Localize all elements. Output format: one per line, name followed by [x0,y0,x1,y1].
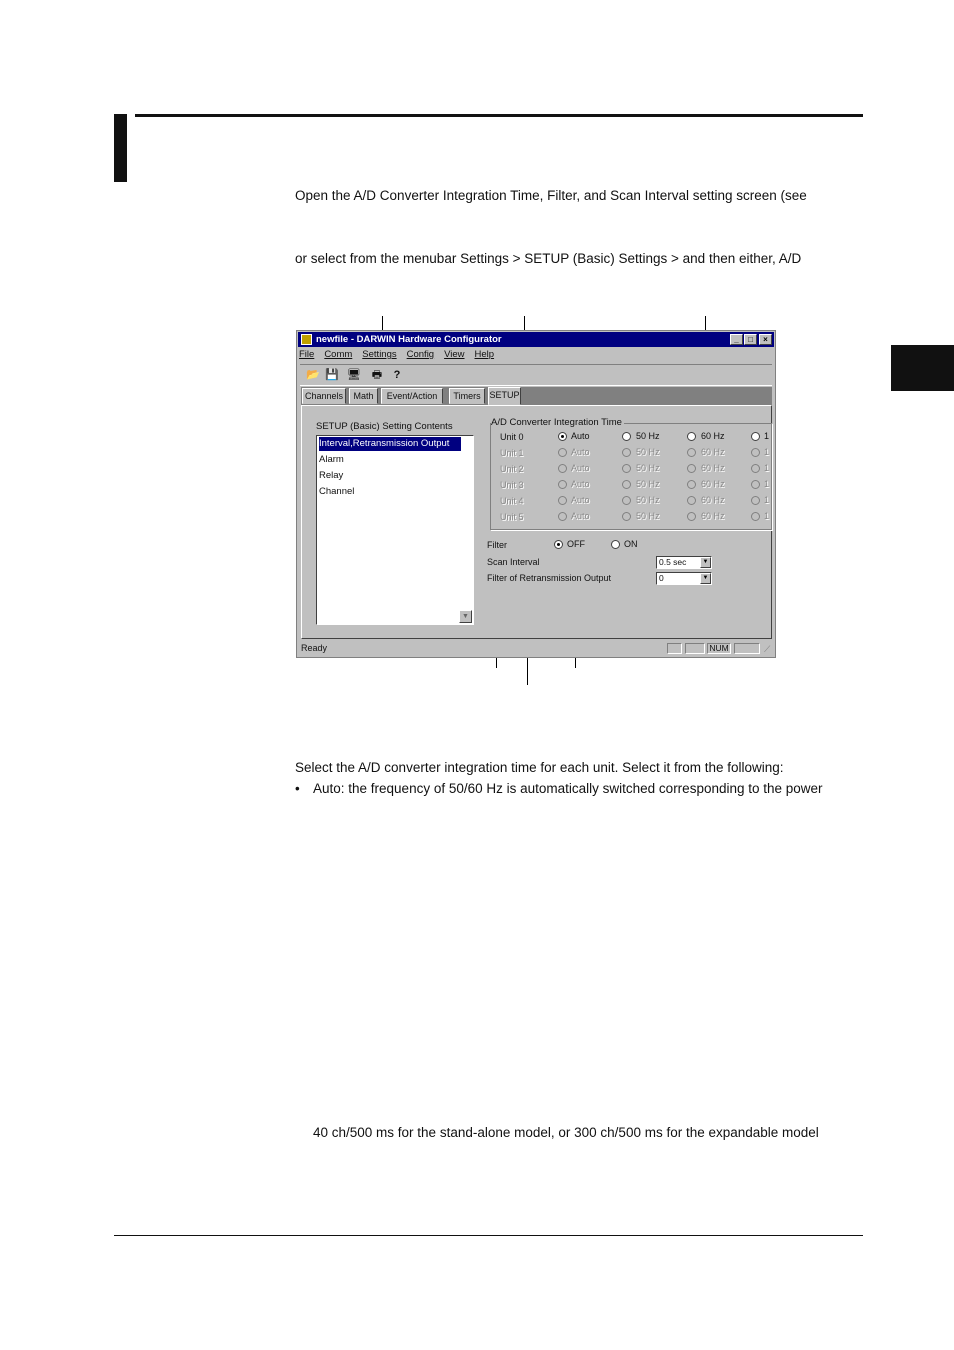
option-label: Auto [571,495,590,505]
filter-on-label: ON [624,539,638,549]
option-label: Auto [571,463,590,473]
unit-label: Unit 3 [500,480,524,490]
tab-event-action[interactable]: Event/Action [381,388,443,404]
menu-comm[interactable]: Comm [324,349,353,360]
list-item[interactable]: Relay [319,470,344,481]
tab-timers[interactable]: Timers [449,388,485,404]
unit-option-radio [622,448,631,457]
paragraph-auto-option: Auto: the frequency of 50/60 Hz is automatically switched corresponding to the power [313,781,823,796]
app-icon [301,334,312,345]
unit-option-radio [751,464,760,473]
scan-interval-value: 0.5 sec [659,557,687,567]
radio-auto[interactable] [558,432,567,441]
unit-option-radio [558,448,567,457]
option-label: 60 Hz [701,479,725,489]
option-label: 60 Hz [701,511,725,521]
retransmission-filter-select[interactable] [656,572,712,585]
radio-other[interactable] [751,432,760,441]
paragraph-open-screen: Open the A/D Converter Integration Time, Filter, and Scan Interval setting screen (see [295,188,807,203]
unit-label: Unit 2 [500,464,524,474]
option-label: 50 Hz [636,447,660,457]
tab-strip [301,387,772,405]
unit-option-radio [751,448,760,457]
option-label: 1 [764,431,770,441]
option-label: 50 Hz [636,511,660,521]
tab-math[interactable]: Math [349,388,378,404]
help-icon[interactable]: ? [393,369,401,381]
unit-option-radio [622,464,631,473]
radio-50hz[interactable] [622,432,631,441]
list-item[interactable]: Alarm [319,454,344,465]
unit-option-radio [751,496,760,505]
menu-file[interactable]: File [299,349,315,360]
footer-rule [114,1235,863,1236]
unit-label: Unit 1 [500,448,524,458]
paragraph-channel-rate: 40 ch/500 ms for the stand-alone model, or 300 ch/500 ms for the expandable model [313,1125,819,1140]
option-label: 1 [764,511,770,521]
tab-channels[interactable]: Channels [302,388,346,404]
minimize-button[interactable]: _ [730,334,743,345]
option-label: 60 Hz [701,447,725,457]
option-label: Auto [571,447,590,457]
maximize-button[interactable]: □ [744,334,757,345]
list-title: SETUP (Basic) Setting Contents [316,421,453,432]
unit-option-radio [687,464,696,473]
menu-bar [299,348,773,362]
section-bar [114,114,127,182]
list-item[interactable]: Interval,Retransmission Output [319,437,461,451]
menu-view[interactable]: View [444,349,465,360]
list-item[interactable]: Channel [319,486,355,497]
bullet-icon: • [295,781,300,796]
status-pane [685,643,705,654]
radio-60hz[interactable] [687,432,696,441]
scan-interval-label: Scan Interval [487,557,540,567]
unit-option-radio [687,512,696,521]
filter-label: Filter [487,540,507,550]
option-label: 50 Hz [636,495,660,505]
setup-contents-list[interactable] [316,435,474,625]
send-icon[interactable]: 🖥 [347,369,361,381]
window-title: newfile - DARWIN Hardware Configurator [316,334,502,345]
retransmission-filter-label: Filter of Retransmission Output [487,573,612,583]
option-label: 1 [764,495,770,505]
status-bar [299,641,773,656]
paragraph-menubar: or select from the menubar Settings > SETUP (Basic) Settings > and then either, A/D [295,251,802,266]
option-label: 60 Hz [701,495,725,505]
scan-interval-select[interactable] [656,556,712,569]
paragraph-select-unit: Select the A/D converter integration time for each unit. Select it from the following: [295,760,784,775]
option-label: 60 Hz [701,431,725,441]
unit-option-radio [687,448,696,457]
status-pane [734,643,760,654]
chevron-down-icon[interactable]: ▼ [700,573,711,584]
close-button[interactable]: × [759,334,772,345]
resize-grip-icon[interactable]: ⟋ [764,644,771,654]
option-label: 50 Hz [636,431,660,441]
toolbar [300,364,772,386]
header-rule [135,114,863,117]
unit-option-radio [558,480,567,489]
title-bar [298,332,774,347]
unit-option-radio [687,496,696,505]
unit-option-radio [751,480,760,489]
option-label: 50 Hz [636,463,660,473]
menu-settings[interactable]: Settings [362,349,397,360]
unit-option-radio [622,480,631,489]
unit-label: Unit 5 [500,512,524,522]
option-label: Auto [571,431,590,441]
unit-label: Unit 4 [500,496,524,506]
status-pane [667,643,682,654]
option-label: 1 [764,479,770,489]
filter-on-radio[interactable] [611,540,620,549]
option-label: Auto [571,479,590,489]
ad-group-title: A/D Converter Integration Time [491,417,622,428]
option-label: 60 Hz [701,463,725,473]
option-label: 1 [764,447,770,457]
option-label: 1 [764,463,770,473]
unit-option-radio [558,512,567,521]
chapter-tab [891,345,954,391]
menu-config[interactable]: Config [406,349,435,360]
num-lock-indicator: NUM [707,643,731,654]
retransmission-filter-value: 0 [659,573,664,583]
unit-option-radio [687,480,696,489]
unit-option-radio [622,512,631,521]
tab-setup[interactable]: SETUP [488,387,521,405]
unit-option-radio [558,496,567,505]
configurator-window [296,330,776,658]
chevron-down-icon[interactable]: ▼ [700,557,711,568]
filter-off-label: OFF [567,539,585,549]
save-icon[interactable]: 💾 [325,369,339,381]
scroll-down-icon[interactable]: ▼ [459,610,472,623]
status-text: Ready [301,643,328,653]
print-icon[interactable]: 🖶 [371,369,383,381]
option-label: 50 Hz [636,479,660,489]
open-icon[interactable]: 📂 [306,369,320,381]
unit-option-radio [622,496,631,505]
unit-option-radio [751,512,760,521]
menu-help[interactable]: Help [474,349,495,360]
ad-integration-group [490,423,772,530]
unit-option-radio [558,464,567,473]
filter-off-radio[interactable] [554,540,563,549]
unit-label: Unit 0 [500,432,524,442]
option-label: Auto [571,511,590,521]
